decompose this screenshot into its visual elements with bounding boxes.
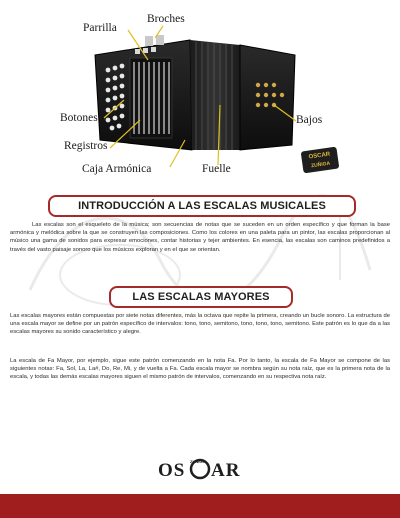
oscar-zuniga-logo — [156, 456, 244, 482]
section-title-major-scales: LAS ESCALAS MAYORES — [109, 286, 293, 308]
badge-bottom-text: ZUÑIGA — [310, 160, 331, 170]
major-scales-paragraph-2: La escala de Fa Mayor, por ejemplo, sigue este patrón comenzando en la nota Fa. Por lo tanto, la escala de Fa Mayor se compone de las siguientes notas: Fa, Sol, La, La#, Do, Re, Mi, y de vuelta a Fa. Cada escala mayor se nombra según su nota raíz, que es la primera nota de la escala, y todas las demás escalas mayores siguen el mismo patrón de intervalos, comenzando en su respectiva nota raíz. — [10, 358, 390, 381]
label-botones: Botones — [60, 112, 98, 124]
intro-paragraph: Las escalas son el esqueleto de la música; son secuencias de notas que se suceden en un orden específico y que forman la base armónica y melódica sobre la que se construyen las composiciones. Como los colores en una paleta para un pintor, las escalas proporcionan al músico una gama de sonidos para expresar emociones, contar historias y tejer ambientes. En esencia, las escalas son caminos predefinidos a través del vasto paisaje sonoro que los músicos exploran y en el que se orientan. — [10, 222, 390, 253]
section-title-intro: INTRODUCCIÓN A LAS ESCALAS MUSICALES — [48, 195, 356, 217]
label-parrilla: Parrilla — [83, 22, 117, 34]
label-bajos: Bajos — [296, 114, 323, 126]
major-scales-paragraph-1: Las escalas mayores están compuestas por siete notas diferentes, más la octava que repite la primera, creando un bucle sonoro. La estructura de una escala mayor se define por un patrón específico de intervalos: tono, tono, semitono, tono, tono, tono, semitono. Este patrón es lo que da a las escalas mayores su sonido característico y alegre. — [10, 313, 390, 336]
label-registros: Registros — [64, 140, 108, 152]
logo-text-left: OS — [158, 460, 186, 481]
badge-top-text: OSCAR — [308, 151, 331, 161]
accordion-diagram — [0, 0, 400, 185]
footer-bar — [0, 494, 400, 518]
label-fuelle: Fuelle — [202, 163, 231, 175]
oscar-badge-icon — [301, 147, 340, 174]
logo-text-small: ZUÑIGA — [190, 459, 206, 464]
accordion-illustration — [0, 0, 400, 185]
label-caja-armonica: Caja Armónica — [82, 163, 152, 175]
logo-text-right: AR — [211, 460, 241, 481]
label-broches: Broches — [147, 13, 185, 25]
